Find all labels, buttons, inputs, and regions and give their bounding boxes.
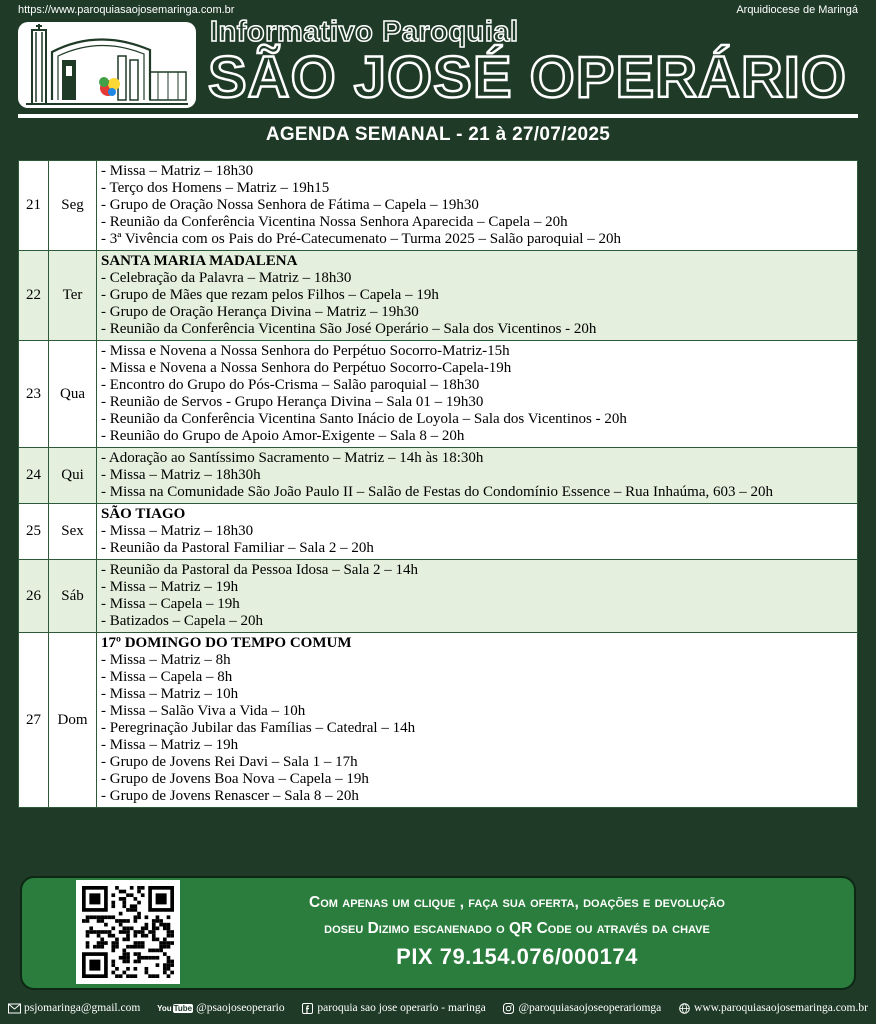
day-number: 25 <box>19 504 49 560</box>
contact-email[interactable] <box>8 1002 140 1014</box>
event-item: - Reunião de Servos - Grupo Herança Divina – Sala 01 – 19h30 <box>101 394 484 410</box>
agenda-title: AGENDA SEMANAL - 21 à 27/07/2025 <box>265 124 611 145</box>
instagram-icon <box>502 1003 515 1014</box>
weekday: Dom <box>49 633 97 808</box>
qr-code-icon <box>82 886 174 978</box>
event-item: - Missa na Comunidade São João Paulo II – Salão de Festas do Condomínio Essence – Rua Inhaúma, 603 – 20h <box>101 484 773 500</box>
day-number: 24 <box>19 448 49 504</box>
contact-facebook[interactable] <box>301 1002 485 1014</box>
day-number: 26 <box>19 560 49 633</box>
day-row-sáb <box>19 560 858 633</box>
event-item: - Peregrinação Jubilar das Famílias – Catedral – 14h <box>101 720 416 736</box>
event-item: - Encontro do Grupo do Pós-Crisma – Salão paroquial – 18h30 <box>101 377 480 393</box>
feast-title: SÃO TIAGO <box>101 506 186 522</box>
day-row-qui <box>19 448 858 504</box>
weekday: Sáb <box>49 560 97 633</box>
email-icon <box>8 1003 21 1014</box>
event-item: - Missa – Matriz – 10h <box>101 686 239 702</box>
event-item: - Grupo de Oração Nossa Senhora de Fátima – Capela – 19h30 <box>101 197 479 213</box>
event-item: - Grupo de Jovens Rei Davi – Sala 1 – 17h <box>101 754 358 770</box>
event-item: - Reunião da Pastoral Familiar – Sala 2 – 20h <box>101 540 374 556</box>
website-text: www.paroquiasaojosemaringa.com.br <box>694 1002 868 1014</box>
feast-title: SANTA MARIA MADALENA <box>101 253 298 269</box>
weekday: Qui <box>49 448 97 504</box>
event-item: - Reunião da Conferência Vicentina São José Operário – Sala dos Vicentinos - 20h <box>101 321 597 337</box>
event-item: - Missa – Salão Viva a Vida – 10h <box>101 703 306 719</box>
event-item: - Celebração da Palavra – Matriz – 18h30 <box>101 270 352 286</box>
event-item: - Reunião da Pastoral da Pessoa Idosa – Sala 2 – 14h <box>101 562 419 578</box>
day-number: 21 <box>19 161 49 251</box>
event-item: - Grupo de Oração Herança Divina – Matriz – 19h30 <box>101 304 419 320</box>
offering-line-2: doseu Dizimo escanenado o QR Code ou através da chave <box>324 920 710 937</box>
event-item: - Missa e Novena a Nossa Senhora do Perpétuo Socorro-Matriz-15h <box>101 343 510 359</box>
weekday: Sex <box>49 504 97 560</box>
event-item: - Reunião do Grupo de Apoio Amor-Exigente – Sala 8 – 20h <box>101 428 465 444</box>
event-item: - 3ª Vivência com os Pais do Pré-Catecumenato – Turma 2025 – Salão paroquial – 20h <box>101 231 621 247</box>
event-item: - Batizados – Capela – 20h <box>101 613 264 629</box>
day-events <box>97 448 858 504</box>
feast-title: 17º DOMINGO DO TEMPO COMUM <box>101 635 352 651</box>
day-number: 23 <box>19 341 49 448</box>
youtube-icon <box>157 1004 193 1013</box>
top-url[interactable]: https://www.paroquiasaojosemaringa.com.br <box>18 4 235 16</box>
event-item: - Missa – Matriz – 19h <box>101 579 239 595</box>
event-item: - Grupo de Mães que rezam pelos Filhos – Capela – 19h <box>101 287 439 303</box>
event-item: - Reunião da Conferência Vicentina Santo Inácio de Loyola – Sala dos Vicentinos - 20h <box>101 411 627 427</box>
globe-icon <box>678 1003 691 1014</box>
day-number: 22 <box>19 251 49 341</box>
day-row-seg <box>19 161 858 251</box>
church-logo <box>18 22 196 108</box>
event-item: - Missa – Matriz – 18h30 <box>101 523 254 539</box>
day-row-ter <box>19 251 858 341</box>
weekday: Qua <box>49 341 97 448</box>
event-item: - Terço dos Homens – Matriz – 19h15 <box>101 180 330 196</box>
event-item: - Missa – Matriz – 18h30h <box>101 467 261 483</box>
youtube-label-tube: Tube <box>173 1003 193 1013</box>
offering-box <box>20 876 856 990</box>
day-row-sex <box>19 504 858 560</box>
event-item: - Missa – Matriz – 19h <box>101 737 239 753</box>
event-item: - Missa – Matriz – 18h30 <box>101 163 254 179</box>
day-events <box>97 251 858 341</box>
day-events <box>97 560 858 633</box>
event-item: - Missa – Capela – 19h <box>101 596 240 612</box>
instagram-text: @paroquiasaojoseoperariomga <box>518 1002 662 1014</box>
contact-bar <box>8 999 868 1017</box>
contact-website[interactable] <box>678 1002 868 1014</box>
diocese-label: Arquidiocese de Maringá <box>736 4 858 16</box>
title-small: Informativo Paroquial <box>210 16 519 48</box>
contact-instagram[interactable] <box>502 1002 661 1014</box>
weekday: Seg <box>49 161 97 251</box>
day-events <box>97 504 858 560</box>
facebook-text: paroquia sao jose operario - maringa <box>317 1002 486 1014</box>
day-events <box>97 161 858 251</box>
email-text: psjomaringa@gmail.com <box>24 1002 141 1014</box>
header-divider <box>18 114 858 118</box>
day-number: 27 <box>19 633 49 808</box>
youtube-label-you: You <box>157 1003 172 1013</box>
event-item: - Grupo de Jovens Boa Nova – Capela – 19h <box>101 771 369 787</box>
day-events <box>97 341 858 448</box>
offering-text <box>217 890 817 972</box>
church-building-icon <box>18 22 196 108</box>
day-row-qua <box>19 341 858 448</box>
title-big: SÃO JOSÉ OPERÁRIO <box>208 45 848 110</box>
pix-key: PIX 79.154.076/000174 <box>396 944 638 969</box>
facebook-icon <box>301 1003 314 1014</box>
offering-line-1: Com apenas um clique , faça sua oferta, doações e devolução <box>309 894 725 911</box>
event-item: - Reunião da Conferência Vicentina Nossa Senhora Aparecida – Capela – 20h <box>101 214 568 230</box>
event-item: - Missa – Capela – 8h <box>101 669 233 685</box>
event-item: - Missa – Matriz – 8h <box>101 652 231 668</box>
youtube-text: @psaojoseoperario <box>196 1002 285 1014</box>
schedule-table <box>18 160 858 808</box>
day-row-dom <box>19 633 858 808</box>
event-item: - Missa e Novena a Nossa Senhora do Perpétuo Socorro-Capela-19h <box>101 360 512 376</box>
qr-code[interactable] <box>76 880 180 984</box>
weekday: Ter <box>49 251 97 341</box>
event-item: - Adoração ao Santíssimo Sacramento – Matriz – 14h às 18:30h <box>101 450 484 466</box>
day-events <box>97 633 858 808</box>
contact-youtube[interactable] <box>157 1002 285 1014</box>
event-item: - Grupo de Jovens Renascer – Sala 8 – 20h <box>101 788 359 804</box>
